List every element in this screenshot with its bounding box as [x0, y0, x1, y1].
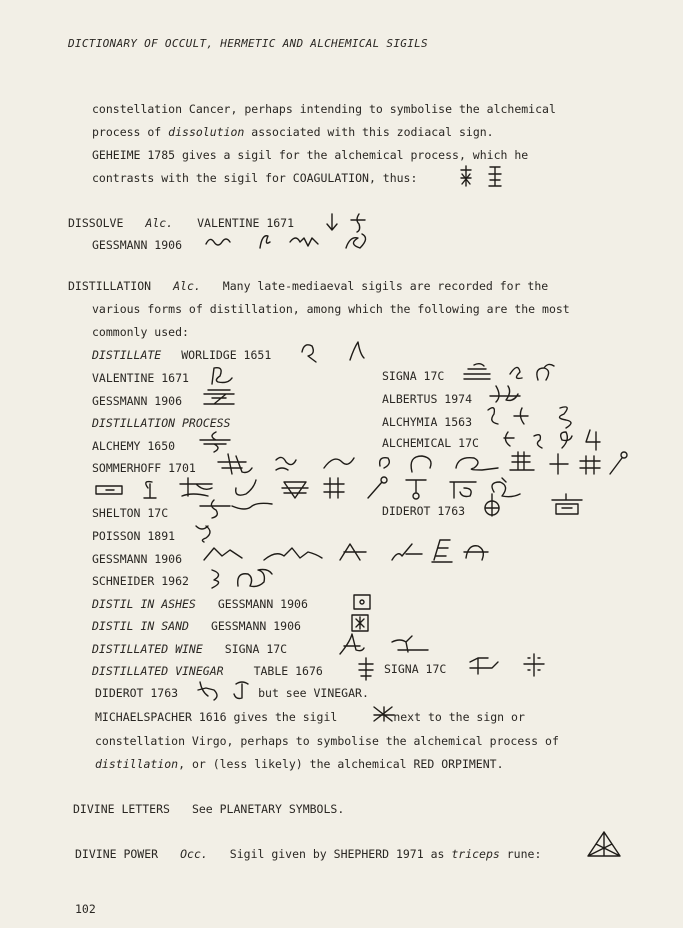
sigil-valentine-icon — [206, 364, 240, 388]
source-line: GESSMANN 1906 — [92, 238, 183, 252]
text-line: MICHAELSPACHER 1616 gives the sigil next to the sign or — [95, 710, 525, 724]
sigil-wine-icon — [336, 630, 436, 658]
sub-entry: DISTILLATED VINEGAR TABLE 1676 — [92, 664, 323, 678]
source-line: GESSMANN 1906 — [92, 394, 183, 408]
source-line: SIGNA 17C — [382, 369, 445, 383]
entry-heading-dissolve: DISSOLVE Alc. VALENTINE 1671 — [68, 216, 295, 230]
source-line: SOMMERHOFF 1701 — [92, 461, 196, 475]
source-line: DIDEROT 1763 — [382, 504, 466, 518]
sigil-dissolution-icon — [458, 164, 508, 192]
sigil-schneider-icon — [206, 564, 292, 592]
sub-entry: DISTILLATE WORLIDGE 1651 — [92, 348, 272, 362]
text-line: process of dissolution associated with this zodiacal sign. — [92, 125, 494, 139]
source-line: SCHNEIDER 1962 — [92, 574, 189, 588]
sigil-sommerhoff-row2-icon — [92, 474, 532, 504]
sub-entry: DISTIL IN ASHES GESSMANN 1906 — [92, 597, 308, 611]
text-line: contrasts with the sigil for COAGULATION, thus: — [92, 171, 418, 185]
sigil-diderot-vinegar-icon — [194, 676, 264, 704]
sigil-distillate-icon — [298, 340, 388, 366]
sigil-vinegar-table-icon — [356, 656, 376, 682]
entry-heading-distillation: DISTILLATION Alc. Many late-mediaeval sigils are recorded for the — [68, 279, 549, 293]
entry-heading-divine-letters: DIVINE LETTERS See PLANETARY SYMBOLS. — [73, 802, 345, 816]
sigil-michaelspacher-icon — [370, 703, 398, 725]
sigil-vinegar-signa-icon — [464, 650, 564, 680]
sigil-signa-icon — [460, 360, 570, 384]
source-line: ALBERTUS 1974 — [382, 392, 473, 406]
page-number: 102 — [75, 902, 96, 916]
source-line: GESSMANN 1906 — [92, 552, 183, 566]
running-header: DICTIONARY OF OCCULT, HERMETIC AND ALCHEMICAL SIGILS — [68, 37, 428, 50]
source-line: ALCHYMIA 1563 — [382, 415, 473, 429]
text-line: various forms of distillation, among which the following are the most — [92, 302, 570, 316]
sub-entry: DISTILLATION PROCESS — [92, 416, 231, 430]
source-line: SHELTON 17C — [92, 506, 169, 520]
sigil-diderot-icon — [482, 490, 592, 520]
text-line: constellation Virgo, perhaps to symbolise the alchemical process of — [95, 734, 559, 748]
source-line: SIGNA 17C — [384, 662, 447, 676]
entry-heading-divine-power: DIVINE POWER Occ. Sigil given by SHEPHERD 1971 as triceps rune: — [75, 847, 542, 861]
source-line: ALCHEMY 1650 — [92, 439, 176, 453]
text-line: GEHEIME 1785 gives a sigil for the alchemical process, which he — [92, 148, 529, 162]
sigil-gessmann-icon — [200, 386, 238, 408]
text-line: constellation Cancer, perhaps intending to symbolise the alchemical — [92, 102, 556, 116]
sub-entry: DISTIL IN SAND GESSMANN 1906 — [92, 619, 301, 633]
sigil-triceps-rune-icon — [584, 830, 624, 860]
source-line: POISSON 1891 — [92, 529, 176, 543]
source-line: DIDEROT 1763 but see VINEGAR. — [95, 686, 369, 700]
sub-entry: DISTILLATED WINE SIGNA 17C — [92, 642, 288, 656]
text-line: commonly used: — [92, 325, 189, 339]
source-line: ALCHEMICAL 17C — [382, 436, 479, 450]
sigil-dissolve-gessmann-icon — [200, 230, 380, 254]
source-line: VALENTINE 1671 — [92, 371, 189, 385]
text-line: distillation, or (less likely) the alchemical RED ORPIMENT. — [95, 757, 504, 771]
sigil-ashes-icon — [352, 592, 374, 612]
